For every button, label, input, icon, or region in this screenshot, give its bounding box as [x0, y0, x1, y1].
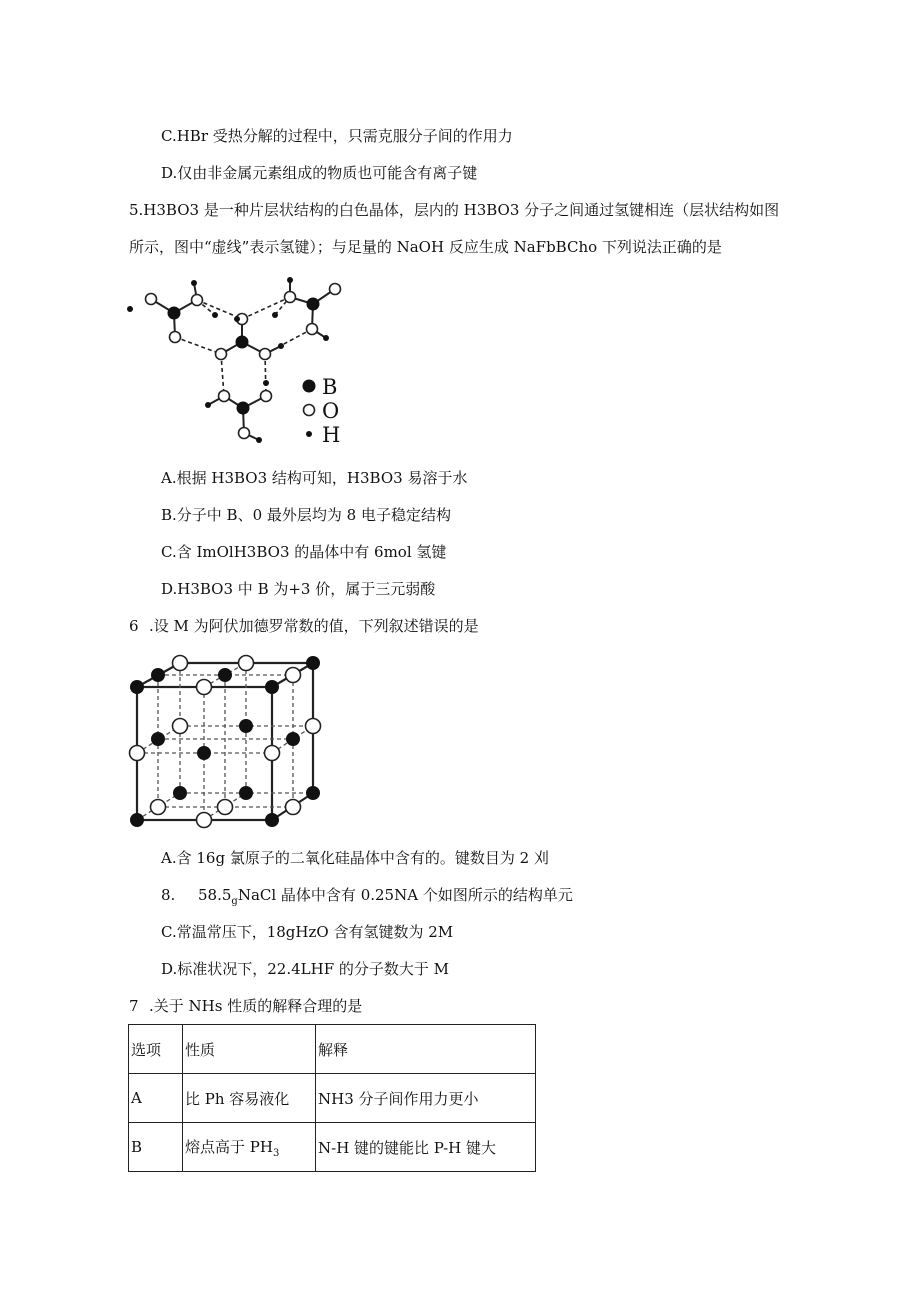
question-5-line-1: 5.H3BO3 是一种片层状结构的白色晶体，层内的 H3BO3 分子之间通过氢键相连（层状结构如图 [129, 201, 780, 219]
question-7-table [128, 1024, 536, 1172]
option-b-q6-rest: NaCl 晶体中含有 0.25NA 个如图所示的结构单元 [237, 886, 573, 904]
table-row [129, 1123, 536, 1172]
boric-acid-structure-figure [125, 275, 355, 450]
option-a-q5: A.根据 H3BO3 结构可知，H3BO3 易溶于水 [161, 469, 468, 487]
question-6-number: 6 [129, 617, 139, 635]
option-d-q6: D.标准状况下，22.4LHF 的分子数大于 M [161, 960, 450, 978]
table-row [129, 1074, 536, 1123]
table-cell-subscript: 3 [272, 1147, 280, 1159]
option-b-q5: B.分子中 B、0 最外层均为 8 电子稳定结构 [161, 506, 451, 524]
option-d-q5: D.H3BO3 中 B 为+3 价，属于三元弱酸 [161, 580, 436, 598]
table-header-cell: 性质 [183, 1025, 316, 1074]
legend-boron-label: B [322, 375, 338, 399]
table-cell: B [129, 1123, 183, 1172]
option-a-q6: A.含 16g 氯原子的二氧化硅晶体中含有的。键数目为 2 刈 [161, 849, 549, 867]
legend-oxygen-label: O [322, 399, 340, 423]
option-c-q5: C.含 ImOlH3BO3 的晶体中有 6mol 氢键 [161, 543, 447, 561]
option-d-q4: D.仅由非金属元素组成的物质也可能含有离子键 [161, 164, 478, 182]
oxygen-legend-marker [304, 405, 315, 416]
option-b-q6 [198, 885, 573, 912]
question-5-line-2: 所示，图中“虚线”表示氢键）；与足量的 NaOH 反应生成 NaFbBCho 下列说法正确的是 [129, 238, 722, 256]
option-c-q4: C.HBr 受热分解的过程中，只需克服分子间的作用力 [161, 127, 513, 145]
table-header-cell: 选项 [129, 1025, 183, 1074]
hydrogen-legend-marker [306, 431, 312, 437]
table-cell: A [129, 1074, 183, 1123]
option-b-q6-number: 8. [161, 886, 176, 904]
table-cell-text: 熔点高于 PH [185, 1137, 273, 1156]
nacl-crystal-figure [125, 650, 325, 830]
question-7-text: .关于 NHs 性质的解释合理的是 [149, 997, 363, 1015]
table-cell [183, 1123, 316, 1172]
table-header-cell: 解释 [316, 1025, 536, 1074]
question-7-number: 7 [129, 997, 139, 1015]
table-cell: N-H 键的键能比 P-H 键大 [316, 1123, 536, 1172]
table-cell: NH3 分子间作用力更小 [316, 1074, 536, 1123]
option-c-q6: C.常温常压下，18gHzO 含有氢键数为 2M [161, 923, 454, 941]
table-header-row [129, 1025, 536, 1074]
option-b-q6-unit: g [231, 896, 238, 907]
boron-legend-marker [303, 380, 316, 393]
question-6-text: .设 M 为阿伏加德罗常数的值，下列叙述错误的是 [149, 617, 479, 635]
table-cell: 比 Ph 容易液化 [183, 1074, 316, 1123]
legend-hydrogen-label: H [322, 423, 341, 447]
option-b-q6-mass: 58.5 [198, 886, 232, 904]
